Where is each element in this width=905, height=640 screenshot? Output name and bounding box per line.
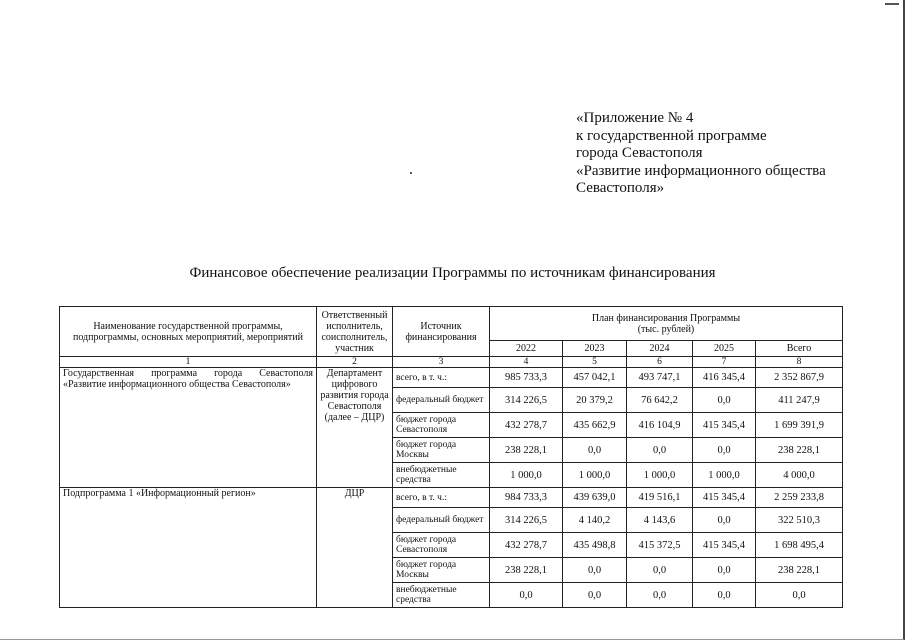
value-cell: 314 226,5 — [490, 388, 563, 413]
value-cell: 1 000,0 — [490, 463, 563, 488]
scan-dot — [410, 172, 412, 174]
value-cell: 0,0 — [693, 388, 756, 413]
value-cell: 415 345,4 — [693, 533, 756, 558]
appendix-line: города Севастополя — [576, 145, 703, 161]
column-number: 1 — [60, 357, 317, 368]
value-cell: 415 372,5 — [627, 533, 693, 558]
value-cell: 0,0 — [563, 558, 627, 583]
value-cell: 0,0 — [756, 583, 843, 608]
value-cell: 238 228,1 — [490, 438, 563, 463]
column-number: 4 — [490, 357, 563, 368]
value-cell: 4 140,2 — [563, 508, 627, 533]
value-cell: 314 226,5 — [490, 508, 563, 533]
header-plan-unit: (тыс. рублей) — [637, 323, 695, 335]
source-cell: внебюджетные средства — [393, 583, 490, 608]
value-cell: 416 345,4 — [693, 368, 756, 388]
header-plan-title: План финансирования Программы — [591, 312, 741, 324]
value-cell: 2 352 867,9 — [756, 368, 843, 388]
value-cell: 0,0 — [627, 558, 693, 583]
value-cell: 238 228,1 — [756, 438, 843, 463]
value-cell: 419 516,1 — [627, 488, 693, 508]
source-cell: всего, в т. ч.: — [393, 488, 490, 508]
value-cell: 0,0 — [627, 583, 693, 608]
value-cell: 1 000,0 — [627, 463, 693, 488]
value-cell: 0,0 — [693, 583, 756, 608]
subprogram-executor: ДЦР — [317, 488, 393, 608]
value-cell: 1 000,0 — [693, 463, 756, 488]
appendix-line: к государственной программе — [576, 127, 767, 144]
subprogram-name: Подпрограмма 1 «Информационный регион» — [60, 488, 317, 608]
source-cell: внебюджетные средства — [393, 463, 490, 488]
appendix-line: «Приложение № 4 — [576, 110, 694, 126]
header-name: Наименование государственной программы, подпрограммы, основных мероприятий, мероприятий — [60, 307, 317, 357]
value-cell: 435 662,9 — [563, 413, 627, 438]
value-cell: 0,0 — [563, 583, 627, 608]
source-cell: всего, в т. ч.: — [393, 368, 490, 388]
value-cell: 415 345,4 — [693, 488, 756, 508]
value-cell: 322 510,3 — [756, 508, 843, 533]
value-cell: 238 228,1 — [756, 558, 843, 583]
value-cell: 4 143,6 — [627, 508, 693, 533]
column-number: 5 — [563, 357, 627, 368]
value-cell: 416 104,9 — [627, 413, 693, 438]
value-cell: 432 278,7 — [490, 413, 563, 438]
value-cell: 238 228,1 — [490, 558, 563, 583]
table-row — [60, 488, 843, 508]
appendix-note — [576, 110, 826, 198]
appendix-line: «Развитие информационного общества — [576, 162, 826, 179]
value-cell: 4 000,0 — [756, 463, 843, 488]
program-executor: Департамент цифрового развития города Севастополя (далее – ДЦР) — [317, 368, 393, 488]
value-cell: 1 000,0 — [563, 463, 627, 488]
value-cell: 0,0 — [563, 438, 627, 463]
column-number: 8 — [756, 357, 843, 368]
document-title: Финансовое обеспечение реализации Программы по источникам финансирования — [189, 265, 716, 281]
value-cell: 1 698 495,4 — [756, 533, 843, 558]
value-cell: 0,0 — [693, 508, 756, 533]
header-total: Всего — [756, 341, 843, 357]
header-executor: Ответственный исполнитель, соисполнитель, участник — [317, 307, 393, 357]
header-plan — [490, 307, 843, 341]
header-year: 2022 — [490, 341, 563, 357]
header-source: Источник финансирования — [393, 307, 490, 357]
source-cell: федеральный бюджет — [393, 508, 490, 533]
value-cell: 457 042,1 — [563, 368, 627, 388]
value-cell: 439 639,0 — [563, 488, 627, 508]
value-cell: 20 379,2 — [563, 388, 627, 413]
value-cell: 411 247,9 — [756, 388, 843, 413]
scan-mark — [885, 3, 899, 5]
column-number: 6 — [627, 357, 693, 368]
value-cell: 0,0 — [693, 558, 756, 583]
value-cell: 432 278,7 — [490, 533, 563, 558]
value-cell: 435 498,8 — [563, 533, 627, 558]
value-cell: 2 259 233,8 — [756, 488, 843, 508]
header-year: 2025 — [693, 341, 756, 357]
column-number: 2 — [317, 357, 393, 368]
column-number: 7 — [693, 357, 756, 368]
source-cell: бюджет города Севастополя — [393, 533, 490, 558]
value-cell: 0,0 — [693, 438, 756, 463]
value-cell: 985 733,3 — [490, 368, 563, 388]
source-cell: бюджет города Москвы — [393, 438, 490, 463]
value-cell: 415 345,4 — [693, 413, 756, 438]
table-row — [60, 368, 843, 388]
header-year: 2024 — [627, 341, 693, 357]
program-name: Государственная программа города Севастополя «Развитие информационного общества Севастополя» — [60, 368, 317, 488]
source-cell: бюджет города Севастополя — [393, 413, 490, 438]
header-year: 2023 — [563, 341, 627, 357]
value-cell: 493 747,1 — [627, 368, 693, 388]
value-cell: 0,0 — [627, 438, 693, 463]
source-cell: бюджет города Москвы — [393, 558, 490, 583]
value-cell: 1 699 391,9 — [756, 413, 843, 438]
value-cell: 984 733,3 — [490, 488, 563, 508]
value-cell: 76 642,2 — [627, 388, 693, 413]
source-cell: федеральный бюджет — [393, 388, 490, 413]
column-number: 3 — [393, 357, 490, 368]
value-cell: 0,0 — [490, 583, 563, 608]
financing-table — [59, 306, 843, 608]
appendix-line: Севастополя» — [576, 180, 665, 196]
